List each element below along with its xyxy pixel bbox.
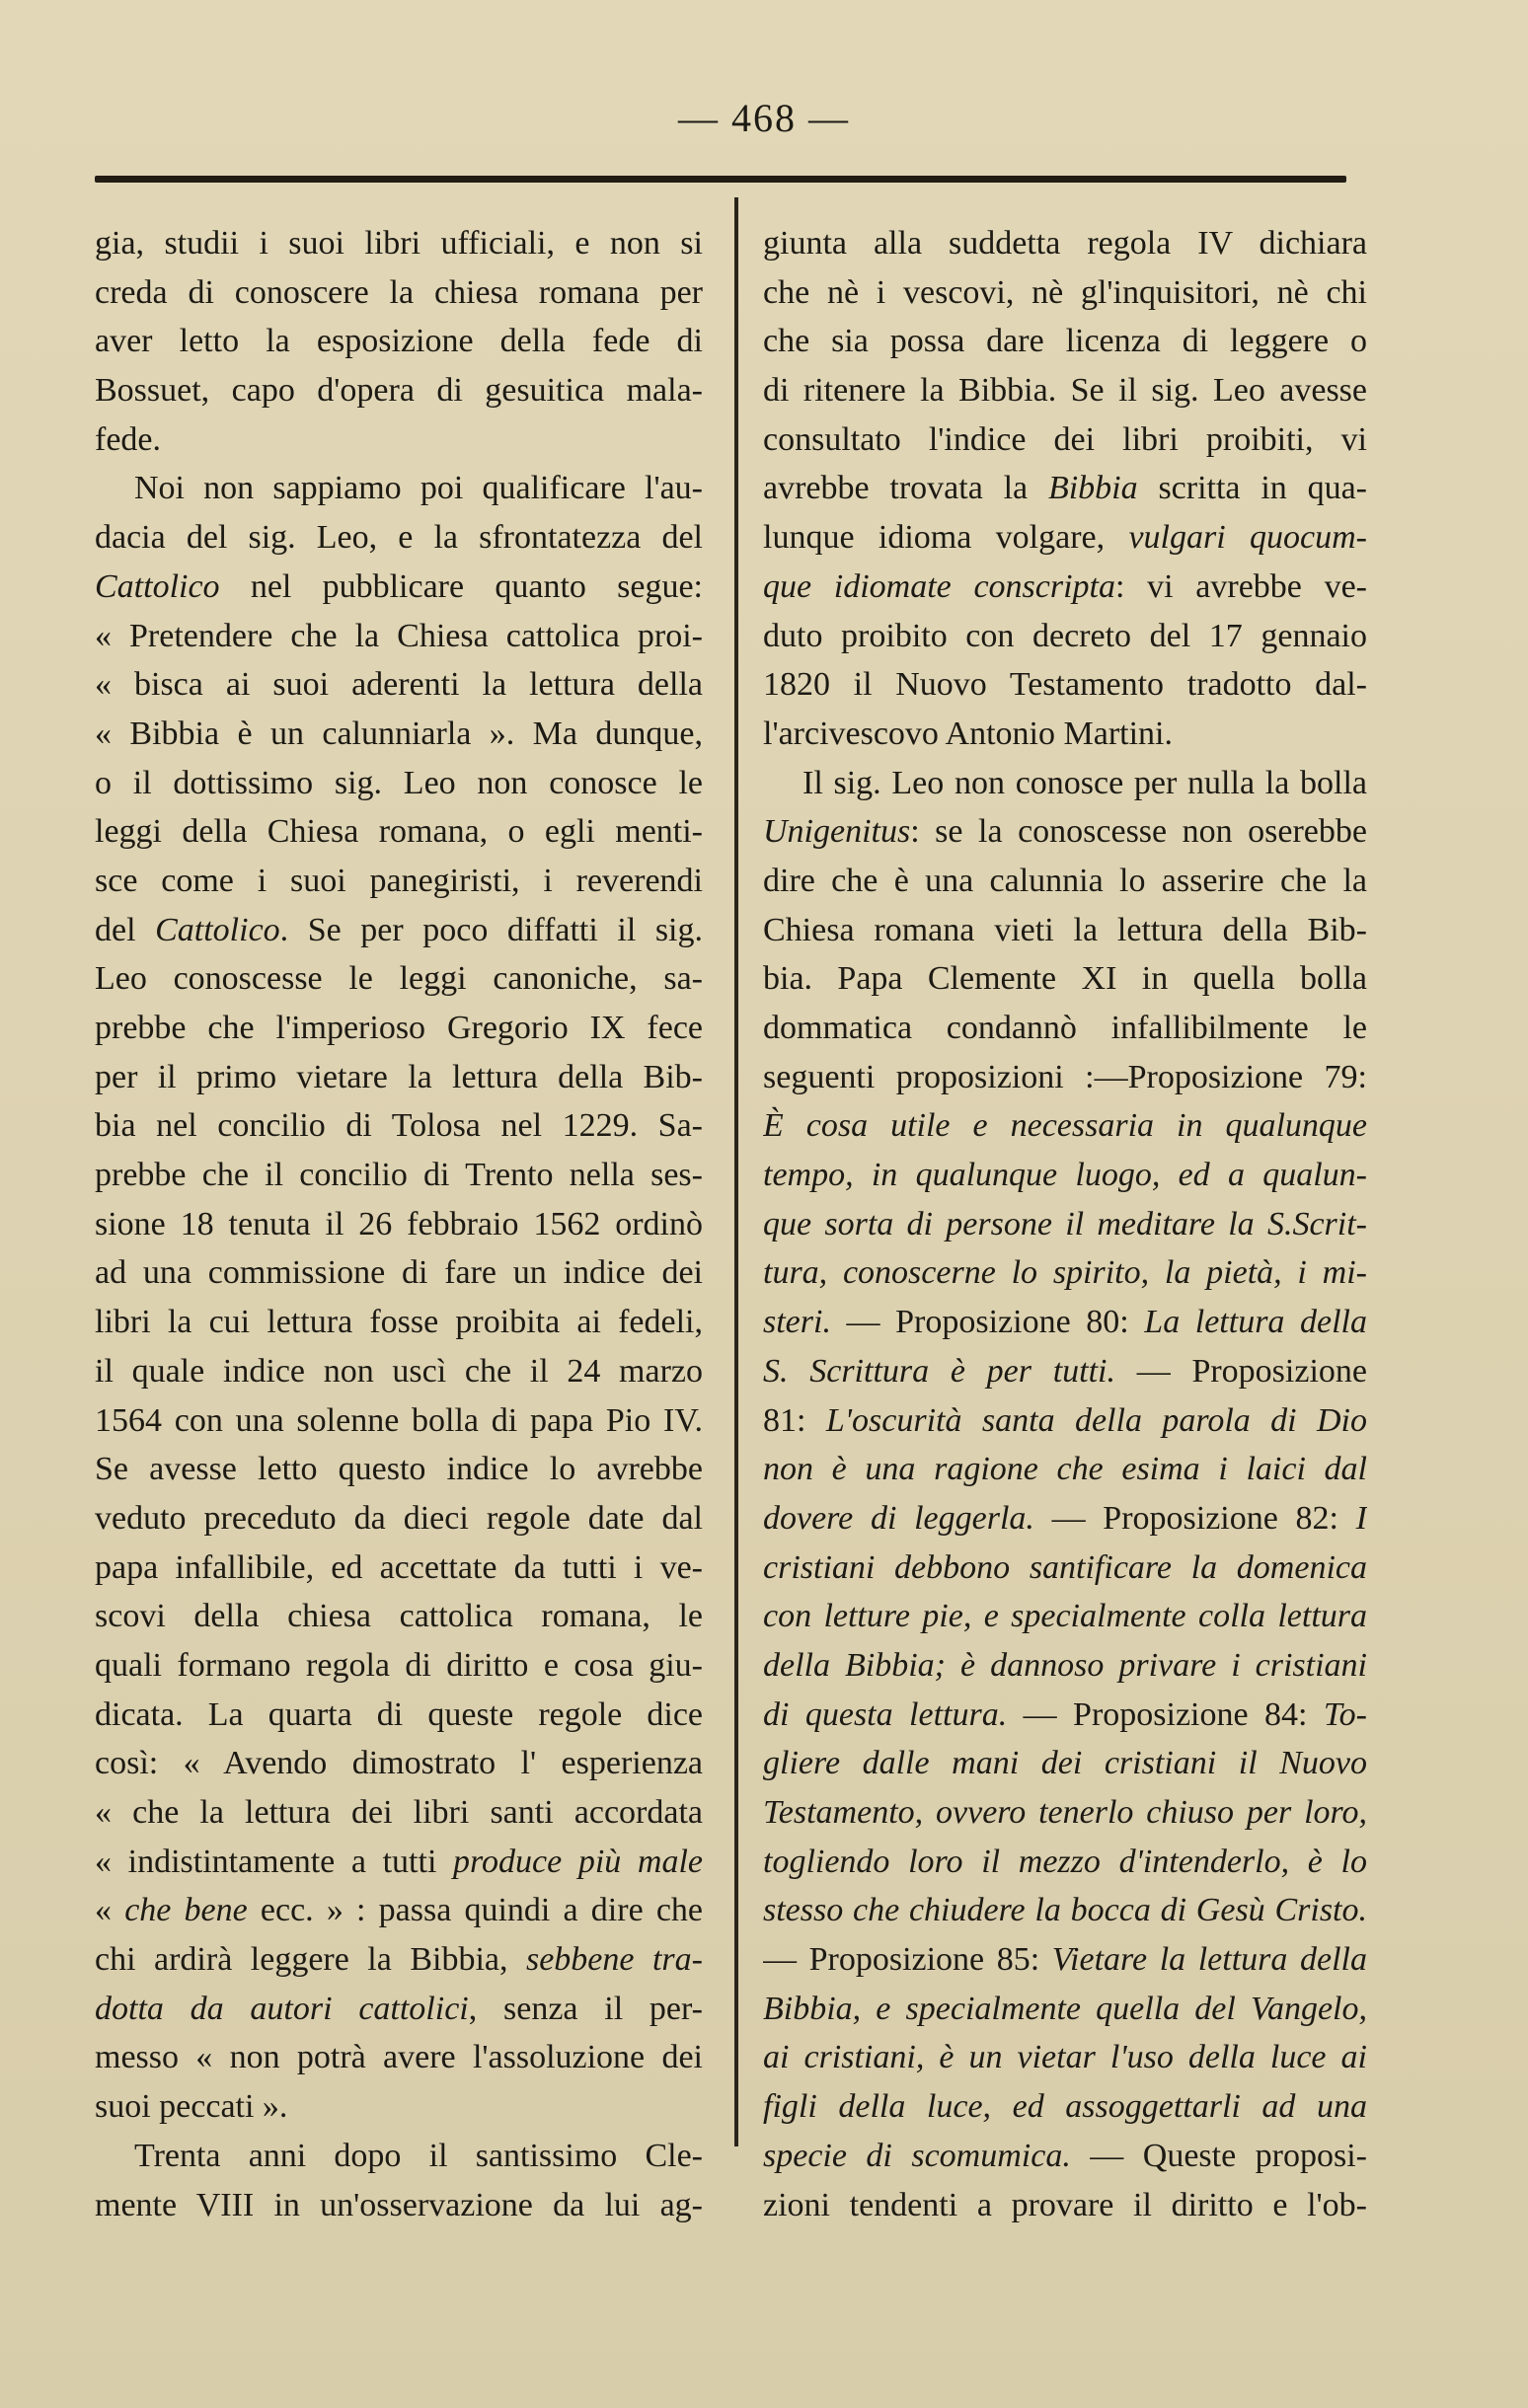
- italic-text: gliere dalle mani dei cristiani il Nuovo: [763, 1745, 1367, 1782]
- italic-text: Bibbia, e specialmente quella del Vangelo,: [763, 1990, 1367, 2027]
- text-line: [763, 317, 1367, 366]
- text-line: [763, 906, 1367, 955]
- text-line: [763, 1886, 1367, 1935]
- text-line: [763, 1396, 1367, 1446]
- text-line: [95, 2033, 703, 2082]
- italic-text: che bene: [124, 1892, 248, 1929]
- italic-text: stesso che chiudere la bocca di Gesù Cristo.: [763, 1892, 1367, 1929]
- text-run: consultato l'indice dei libri proibiti, vi: [763, 420, 1367, 458]
- text-run: mente VIII in un'osservazione da lui ag-: [95, 2186, 703, 2223]
- italic-text: tempo, in qualunque luogo, ed a qualun-: [763, 1157, 1367, 1194]
- text-run: giunta alla suddetta regola IV dichiara: [763, 225, 1367, 262]
- text-line: [95, 1151, 703, 1200]
- text-line: [95, 1200, 703, 1249]
- text-run: — Proposizione 82:: [1033, 1499, 1356, 1537]
- text-run: libri la cui lettura fosse proibita ai fedeli,: [95, 1304, 703, 1341]
- text-run: bia nel concilio di Tolosa nel 1229. Sa-: [95, 1107, 703, 1145]
- text-run: sce come i suoi panegiristi, i reverendi: [95, 862, 703, 899]
- italic-text: con letture pie, e specialmente colla lettura: [763, 1598, 1367, 1635]
- text-line: [763, 1347, 1367, 1396]
- text-line: [763, 1592, 1367, 1641]
- text-run: lunque idioma volgare,: [763, 519, 1129, 557]
- text-line: [763, 2181, 1367, 2230]
- text-line: [763, 660, 1367, 710]
- text-line: [763, 759, 1367, 808]
- italic-text: vulgari quocum-: [1128, 519, 1367, 557]
- text-line: [763, 563, 1367, 612]
- text-line: [95, 1494, 703, 1543]
- text-run: suoi peccati ».: [95, 2088, 288, 2126]
- text-line: [763, 464, 1367, 513]
- text-line: [763, 807, 1367, 857]
- text-run: o il dottissimo sig. Leo non conosce le: [95, 764, 703, 801]
- text-line: [95, 415, 703, 465]
- text-line: [763, 857, 1367, 906]
- italic-text: produce più male: [453, 1843, 703, 1880]
- text-line: [95, 857, 703, 906]
- text-run: zioni tendenti a provare il diritto e l'ob-: [763, 2186, 1367, 2223]
- text-run: del: [95, 911, 156, 948]
- text-line: [763, 2082, 1367, 2132]
- text-run: — Proposizione 84:: [1007, 1695, 1324, 1733]
- text-line: [763, 219, 1367, 268]
- text-line: [95, 219, 703, 268]
- text-line: [95, 1739, 703, 1788]
- text-run: 1564 con una solenne bolla di papa Pio IV.: [95, 1401, 703, 1439]
- text-line: [95, 2181, 703, 2230]
- text-line: [95, 1641, 703, 1691]
- text-line: [95, 906, 703, 955]
- text-run: — Queste proposi-: [1070, 2137, 1367, 2174]
- italic-text: di questa lettura.: [763, 1695, 1008, 1733]
- text-run: « bisca ai suoi aderenti la lettura della: [95, 666, 703, 704]
- italic-text: della Bibbia; è dannoso privare i cristiani: [763, 1646, 1367, 1684]
- italic-text: que idiomate conscripta: [763, 567, 1115, 605]
- text-line: [95, 464, 703, 513]
- text-run: avrebbe trovata la: [763, 470, 1048, 507]
- text-line: [95, 612, 703, 661]
- text-line: [95, 660, 703, 710]
- text-line: [763, 415, 1367, 465]
- italic-text: steri.: [763, 1304, 831, 1341]
- text-line: [95, 1935, 703, 1985]
- text-run: sione 18 tenuta il 26 febbraio 1562 ordinò: [95, 1205, 703, 1242]
- text-run: Chiesa romana vieti la lettura della Bib-: [763, 911, 1367, 948]
- text-run: quali formano regola di diritto e cosa giu-: [95, 1646, 703, 1684]
- text-run: Il sig. Leo non conosce per nulla la bolla: [802, 764, 1367, 801]
- text-run: Leo conoscesse le leggi canoniche, sa-: [95, 960, 703, 998]
- text-line: [763, 1739, 1367, 1788]
- text-run: creda di conoscere la chiesa romana per: [95, 273, 703, 311]
- text-run: — Proposizione 80:: [830, 1304, 1145, 1341]
- italic-text: È cosa utile e necessaria in qualunque: [763, 1107, 1367, 1145]
- text-line: [95, 1347, 703, 1396]
- text-run: Noi non sappiamo poi qualificare l'au-: [134, 470, 703, 507]
- text-line: [95, 954, 703, 1004]
- italic-text: I: [1355, 1499, 1367, 1537]
- text-line: [763, 612, 1367, 661]
- text-run: così: « Avendo dimostrato l' esperienza: [95, 1745, 703, 1782]
- text-line: [95, 2082, 703, 2132]
- text-line: [95, 366, 703, 415]
- text-run: gia, studii i suoi libri ufficiali, e non si: [95, 225, 703, 262]
- text-line: [95, 1592, 703, 1641]
- text-run: chi ardirà leggere la Bibbia,: [95, 1941, 526, 1979]
- italic-text: tura, conoscerne lo spirito, la pietà, i mi-: [763, 1254, 1367, 1292]
- italic-text: La lettura della: [1144, 1304, 1367, 1341]
- text-line: [763, 1053, 1367, 1102]
- text-run: papa infallibile, ed accettate da tutti i ve-: [95, 1548, 703, 1586]
- text-line: [763, 1838, 1367, 1887]
- text-line: [763, 1298, 1367, 1347]
- text-line: [763, 1101, 1367, 1151]
- text-run: il quale indice non uscì che il 24 marzo: [95, 1352, 703, 1390]
- text-line: [95, 268, 703, 318]
- text-run: bia. Papa Clemente XI in quella bolla: [763, 960, 1367, 998]
- italic-text: L'oscurità santa della parola di Dio: [825, 1401, 1367, 1439]
- page-number: — 468 —: [678, 96, 850, 140]
- italic-text: dotta da autori cattolici: [95, 1990, 469, 2027]
- italic-text: specie di scomumica.: [763, 2137, 1071, 2174]
- text-run: dicata. La quarta di queste regole dice: [95, 1695, 703, 1733]
- text-run: « Bibbia è un calunniarla ». Ma dunque,: [95, 715, 703, 752]
- text-run: prebbe che l'imperioso Gregorio IX fece: [95, 1010, 703, 1046]
- text-run: «: [95, 1892, 125, 1929]
- text-run: 81:: [763, 1401, 826, 1439]
- text-run: fede.: [95, 420, 162, 458]
- italic-text: Testamento, ovvero tenerlo chiuso per loro,: [763, 1794, 1367, 1831]
- text-run: ecc. » : passa quindi a dire che: [247, 1892, 703, 1929]
- text-line: [95, 1543, 703, 1593]
- text-line: [95, 2132, 703, 2181]
- text-run: veduto preceduto da dieci regole date dal: [95, 1499, 703, 1537]
- text-line: [763, 1004, 1367, 1053]
- text-run: dommatica condannò infallibilmente le: [763, 1010, 1367, 1046]
- text-run: « Pretendere che la Chiesa cattolica proi-: [95, 617, 703, 654]
- text-run: di ritenere la Bibbia. Se il sig. Leo avesse: [763, 372, 1367, 410]
- text-run: , senza il per-: [468, 1990, 703, 2027]
- header-rule: [95, 176, 1346, 183]
- italic-text: non è una ragione che esima i laici dal: [763, 1451, 1367, 1488]
- italic-text: cristiani debbono santificare la domenica: [763, 1548, 1367, 1586]
- text-run: : se la conoscesse non oserebbe: [910, 813, 1367, 851]
- text-line: [95, 1691, 703, 1740]
- text-run: messo « non potrà avere l'assoluzione dei: [95, 2039, 703, 2076]
- text-line: [95, 1004, 703, 1053]
- text-run: che nè i vescovi, nè gl'inquisitori, nè chi: [763, 273, 1367, 311]
- text-line: [95, 759, 703, 808]
- text-run: nel pubblicare quanto segue:: [219, 567, 703, 605]
- text-line: [763, 1641, 1367, 1691]
- text-line: [763, 268, 1367, 318]
- text-line: [763, 2033, 1367, 2082]
- text-run: . Se per poco diffatti il sig.: [279, 911, 703, 948]
- text-run: prebbe che il concilio di Trento nella ses-: [95, 1157, 703, 1194]
- italic-text: S. Scrittura è per tutti.: [763, 1352, 1115, 1390]
- text-line: [95, 1886, 703, 1935]
- text-line: [763, 1985, 1367, 2034]
- left-column: [95, 219, 703, 2229]
- italic-text: que sorta di persone il meditare la S.Scrit-: [763, 1205, 1367, 1242]
- text-run: che sia possa dare licenza di leggere o: [763, 323, 1367, 360]
- italic-text: Unigenitus: [763, 813, 911, 851]
- text-run: scovi della chiesa cattolica romana, le: [95, 1598, 703, 1635]
- text-line: [95, 1101, 703, 1151]
- text-run: — Proposizione 85:: [763, 1941, 1052, 1979]
- italic-text: Vietare la lettura della: [1051, 1941, 1367, 1979]
- text-run: 1820 il Nuovo Testamento tradotto dal-: [763, 666, 1367, 704]
- text-line: [95, 1838, 703, 1887]
- text-line: [763, 513, 1367, 563]
- italic-text: To-: [1323, 1695, 1367, 1733]
- italic-text: ai cristiani, è un vietar l'uso della luce ai: [763, 2039, 1367, 2076]
- text-run: duto proibito con decreto del 17 gennaio: [763, 617, 1367, 654]
- text-run: Trenta anni dopo il santissimo Cle-: [134, 2137, 703, 2174]
- text-run: seguenti proposizioni :—Proposizione 79:: [763, 1058, 1367, 1095]
- text-run: « che la lettura dei libri santi accordata: [95, 1794, 703, 1831]
- text-line: [763, 366, 1367, 415]
- right-column: [763, 219, 1367, 2229]
- text-run: scritta in qua-: [1137, 470, 1367, 507]
- text-line: [95, 1788, 703, 1838]
- text-run: aver letto la esposizione della fede di: [95, 323, 703, 360]
- italic-text: dovere di leggerla.: [763, 1499, 1034, 1537]
- text-line: [763, 1248, 1367, 1298]
- text-line: [763, 2132, 1367, 2181]
- text-run: ad una commissione di fare un indice dei: [95, 1254, 703, 1292]
- italic-text: Cattolico: [155, 911, 280, 948]
- text-line: [763, 1691, 1367, 1740]
- text-line: [95, 710, 703, 759]
- text-line: [763, 1151, 1367, 1200]
- italic-text: figli della luce, ed assoggettarli ad una: [763, 2088, 1367, 2126]
- text-run: dacia del sig. Leo, e la sfrontatezza del: [95, 519, 703, 557]
- text-line: [763, 1494, 1367, 1543]
- italic-text: togliendo loro il mezzo d'intenderlo, è lo: [763, 1843, 1367, 1880]
- text-run: : vi avrebbe ve-: [1115, 567, 1367, 605]
- text-line: [95, 1985, 703, 2034]
- text-line: [95, 1298, 703, 1347]
- text-run: Bossuet, capo d'opera di gesuitica mala-: [95, 372, 703, 410]
- text-line: [763, 710, 1367, 759]
- italic-text: Bibbia: [1047, 470, 1138, 507]
- text-run: Se avesse letto questo indice lo avrebbe: [95, 1451, 703, 1488]
- text-run: « indistintamente a tutti: [95, 1843, 454, 1880]
- text-line: [95, 807, 703, 857]
- text-run: leggi della Chiesa romana, o egli menti-: [95, 813, 703, 851]
- text-line: [95, 317, 703, 366]
- text-line: [95, 1248, 703, 1298]
- text-line: [763, 1788, 1367, 1838]
- italic-text: sebbene tra-: [525, 1941, 703, 1979]
- text-line: [95, 513, 703, 563]
- italic-text: Cattolico: [95, 567, 220, 605]
- text-line: [763, 1543, 1367, 1593]
- text-line: [95, 1396, 703, 1446]
- text-line: [95, 563, 703, 612]
- column-divider: [734, 197, 738, 2146]
- text-line: [763, 1200, 1367, 1249]
- text-run: dire che è una calunnia lo asserire che la: [763, 862, 1367, 899]
- text-line: [763, 954, 1367, 1004]
- text-line: [95, 1445, 703, 1494]
- text-run: — Proposizione: [1115, 1352, 1367, 1390]
- text-line: [95, 1053, 703, 1102]
- text-line: [763, 1445, 1367, 1494]
- text-run: l'arcivescovo Antonio Martini.: [763, 715, 1173, 752]
- text-line: [763, 1935, 1367, 1985]
- text-run: per il primo vietare la lettura della Bib-: [95, 1058, 703, 1095]
